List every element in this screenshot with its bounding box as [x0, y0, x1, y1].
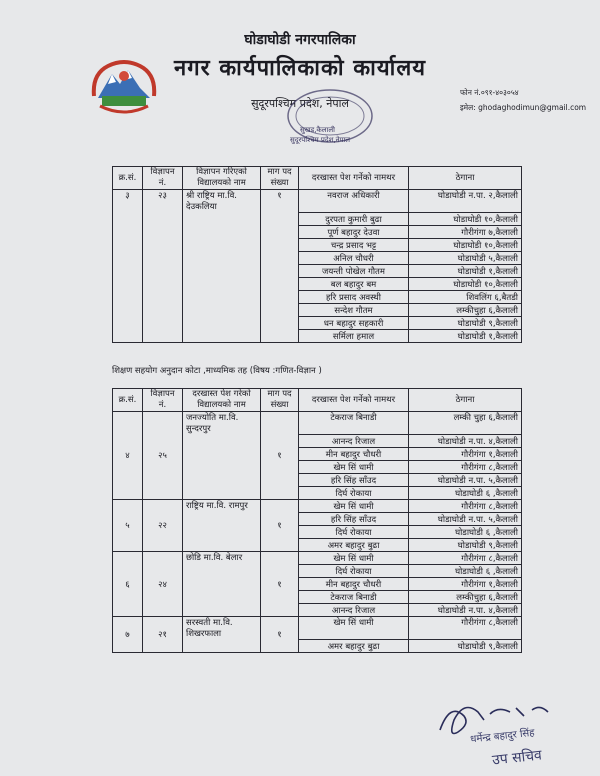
cell-sn: ४	[113, 412, 143, 500]
cell-address: घोडाघोडी ६ ,कैलाली	[409, 565, 522, 578]
cell-applicant-name: अमर बहादुर बुढा	[299, 640, 409, 653]
cell-address: घोडाघोडी न.पा. ५,कैलाली	[409, 513, 522, 526]
cell-sn: ५	[113, 500, 143, 552]
cell-address: घोडाघोडी न.पा. ४,कैलाली	[409, 435, 522, 448]
table-row	[113, 500, 522, 513]
cell-applicant-name: टेकराज बिनाडी	[299, 412, 409, 435]
cell-applicant-name: दिर्घ रोकाया	[299, 565, 409, 578]
header-name: दरखास्त पेश गर्नेको नामथर	[299, 167, 409, 190]
cell-address: घोडाघोडी ९,कैलाली	[409, 539, 522, 552]
cell-address: लम्कीचुहा ६,कैलाली	[409, 591, 522, 604]
signatory-name: धर्मेन्द्र बहादुर सिंह	[469, 727, 536, 746]
table-row	[113, 552, 522, 565]
cell-adv-no: २४	[143, 552, 183, 617]
cell-applicant-name: खेम सिं धामी	[299, 617, 409, 640]
cell-applicant-name: अमर बहादुर बुढा	[299, 539, 409, 552]
table-row	[113, 190, 522, 213]
email-text: इमेल: ghodaghodimun@gmail.com	[460, 103, 587, 112]
cell-applicant-name: टेकराज बिनाडी	[299, 591, 409, 604]
cell-address: घोडाघोडी ९,कैलाली	[409, 317, 522, 330]
table-row	[113, 617, 522, 640]
cell-applicant-name: चन्द्र प्रसाद भट्ट	[299, 239, 409, 252]
office-title: नगर कार्यपालिकाको कार्यालय	[174, 56, 426, 81]
table-row	[113, 412, 522, 435]
header-posts: माग पद संख्या	[261, 167, 299, 190]
table-header-row	[113, 389, 522, 412]
quota-note: शिक्षण सहयोग अनुदान कोटा ,माध्यमिक तह (विषय :गणित-विज्ञान )	[112, 366, 322, 376]
header-sn: क्र.सं.	[113, 389, 143, 412]
municipality-name: घोडाघोडी नगरपालिका	[244, 32, 356, 48]
cell-adv-no: २३	[143, 190, 183, 343]
cell-applicant-name: पूर्ण बहादुर देउवा	[299, 226, 409, 239]
cell-address: घोडाघोडी ५,कैलाली	[409, 252, 522, 265]
cell-applicant-name: खेम सिं धामी	[299, 552, 409, 565]
cell-posts: १	[261, 617, 299, 653]
cell-adv-no: २२	[143, 500, 183, 552]
cell-school: श्री राष्ट्रिय मा.वि. देउकलिया	[183, 190, 261, 343]
cell-address: गौरीगंगा ८,कैलाली	[409, 500, 522, 513]
cell-school: छोडि मा.वि. बेलार	[183, 552, 261, 617]
table-header-row	[113, 167, 522, 190]
cell-applicant-name: सर्मिला हमाल	[299, 330, 409, 343]
cell-school: जनज्योति मा.वि. सुन्दरपुर	[183, 412, 261, 500]
cell-sn: ६	[113, 552, 143, 617]
cell-address: गौरीगंगा ७,कैलाली	[409, 226, 522, 239]
cell-address: घोडाघोडी न.पा. ५,कैलाली	[409, 474, 522, 487]
cell-applicant-name: दिर्घ रोकाया	[299, 526, 409, 539]
cell-posts: १	[261, 190, 299, 343]
cell-address: लम्की चुहा ६,कैलाली	[409, 412, 522, 435]
cell-applicant-name: जयन्ती पोखेल गौतम	[299, 265, 409, 278]
header-posts: माग पद संख्या	[261, 389, 299, 412]
cell-applicant-name: दिर्घ रोकाया	[299, 487, 409, 500]
cell-posts: १	[261, 552, 299, 617]
cell-applicant-name: सन्देश गौतम	[299, 304, 409, 317]
cell-applicant-name: आनन्द रिजाल	[299, 435, 409, 448]
cell-address: गौरीगंगा १,कैलाली	[409, 578, 522, 591]
cell-address: घोडाघोडी ९,कैलाली	[409, 640, 522, 653]
cell-address: घोडाघोडी १०,कैलाली	[409, 213, 522, 226]
cell-applicant-name: आनन्द रिजाल	[299, 604, 409, 617]
cell-address: शिवलिंग ६,बैतडी	[409, 291, 522, 304]
cell-applicant-name: दुरपता कुमारी बुढा	[299, 213, 409, 226]
cell-address: घोडाघोडी ६ ,कैलाली	[409, 526, 522, 539]
cell-sn: ७	[113, 617, 143, 653]
cell-applicant-name: मीन बहादुर चौधरी	[299, 578, 409, 591]
header-name: दरखास्त पेश गर्नेको नामथर	[299, 389, 409, 412]
cell-adv-no: २५	[143, 412, 183, 500]
applicants-table-1	[112, 166, 522, 343]
cell-applicant-name: अनिल चौधरी	[299, 252, 409, 265]
seal-text-1: सुखड,कैलाली	[300, 126, 335, 134]
header-sn: क्र.सं.	[113, 167, 143, 190]
phone-text: फोन नं.०९१-४०३०५४	[460, 88, 519, 97]
cell-adv-no: २१	[143, 617, 183, 653]
cell-sn: ३	[113, 190, 143, 343]
cell-applicant-name: हरि प्रसाद अवस्थी	[299, 291, 409, 304]
cell-applicant-name: हरि सिंह साँउद	[299, 474, 409, 487]
seal-text-2: सुदूरपश्चिम प्रदेश,नेपाल	[290, 136, 351, 144]
header-school: दरखास्त पेश गरेको विद्यालयको नाम	[183, 389, 261, 412]
cell-applicant-name: हरि सिंह साँउद	[299, 513, 409, 526]
header-address: ठेगाना	[409, 167, 522, 190]
cell-applicant-name: खेम सिं धामी	[299, 461, 409, 474]
cell-school: सरस्वती मा.वि. शिखरफाला	[183, 617, 261, 653]
cell-address: गौरीगंगा ८,कैलाली	[409, 461, 522, 474]
cell-applicant-name: धन बहादुर सहकारी	[299, 317, 409, 330]
cell-address: घोडाघोडी १,कैलाली	[409, 330, 522, 343]
cell-address: घोडाघोडी १०,कैलाली	[409, 278, 522, 291]
header-address: ठेगाना	[409, 389, 522, 412]
header-adv-no: विज्ञापन नं.	[143, 167, 183, 190]
header-school: विज्ञापन गरिएको विद्यालयको नाम	[183, 167, 261, 190]
cell-applicant-name: खेम सिं धामी	[299, 500, 409, 513]
cell-applicant-name: मीन बहादुर चौधरी	[299, 448, 409, 461]
cell-address: गौरीगंगा १,कैलाली	[409, 448, 522, 461]
province-line: सुदूरपश्चिम प्रदेश, नेपाल	[251, 97, 349, 110]
cell-address: लम्कीचुहा ६,कैलाली	[409, 304, 522, 317]
cell-posts: १	[261, 500, 299, 552]
nepal-emblem-logo	[88, 56, 160, 120]
cell-school: राष्ट्रिय मा.वि. रामपुर	[183, 500, 261, 552]
cell-address: गौरीगंगा ८,कैलाली	[409, 617, 522, 640]
cell-address: गौरीगंगा ८,कैलाली	[409, 552, 522, 565]
cell-posts: १	[261, 412, 299, 500]
cell-applicant-name: बल बहादुर बम	[299, 278, 409, 291]
cell-address: घोडाघोडी ६ ,कैलाली	[409, 487, 522, 500]
header-adv-no: विज्ञापन नं.	[143, 389, 183, 412]
cell-address: घोडाघोडी १,कैलाली	[409, 265, 522, 278]
cell-applicant-name: नवराज अधिकारी	[299, 190, 409, 213]
cell-address: घोडाघोडी १०,कैलाली	[409, 239, 522, 252]
applicants-table-2	[112, 388, 522, 653]
cell-address: घोडाघोडी न.पा. २,कैलाली	[409, 190, 522, 213]
cell-address: घोडाघोडी न.पा. ४,कैलाली	[409, 604, 522, 617]
signatory-title: उप सचिव	[491, 747, 543, 769]
